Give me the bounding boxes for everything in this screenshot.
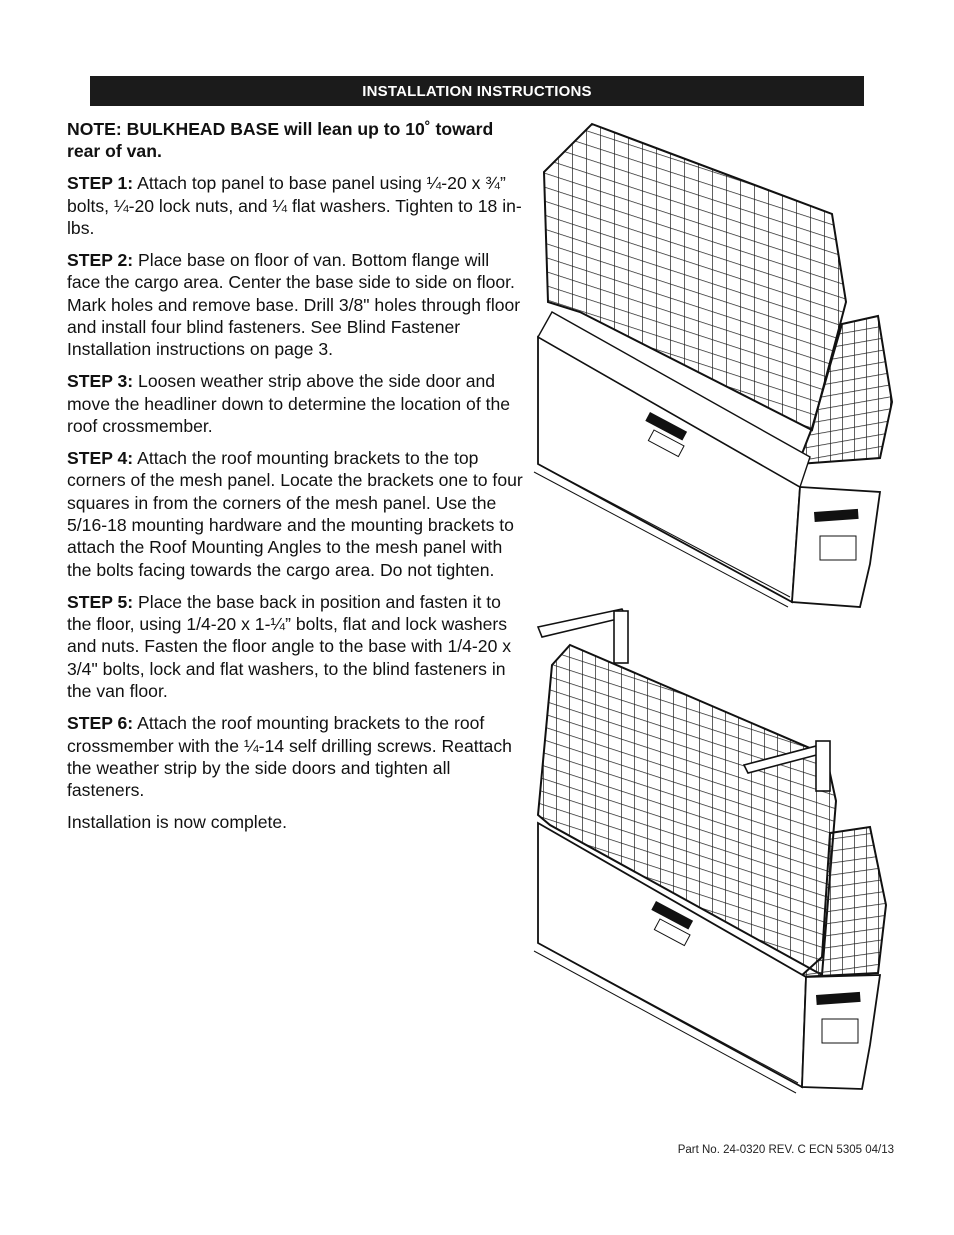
step-3-label: STEP 3:: [67, 371, 134, 392]
bulkhead-exploded-figure: [530, 112, 900, 612]
step-3-text: Loosen weather strip above the side door and move the headliner down to determine the location of the roof crossmember.: [67, 371, 511, 437]
step-6-label: STEP 6:: [67, 713, 134, 734]
step-2-label: STEP 2:: [67, 249, 134, 270]
base-side-panel: [802, 975, 880, 1089]
step-1: [67, 172, 527, 239]
step-4-text: Attach the roof mounting brackets to the top corners of the mesh panel. Locate the brackets one to four squares in from the corners of the mesh panel. Use the 5/16-18 mounting hardware and the mounting brackets to attach the Roof Mounting Angles to the mesh panel with the bolts facing towards the cargo area. Do not tighten.: [67, 447, 523, 580]
step-2-text: Place base on floor of van. Bottom flange will face the cargo area. Center the base side to side on floor. Mark holes and remove base. Drill 3/8" holes through floor and install four blind fasteners. See Blind Fastener Installation instructions on page 3.: [67, 249, 521, 360]
instructions-column: [67, 118, 527, 843]
step-2: [67, 249, 527, 361]
step-6: [67, 712, 527, 802]
step-4: [67, 447, 527, 581]
step-5-label: STEP 5:: [67, 591, 134, 612]
completion-text: Installation is now complete.: [67, 812, 288, 833]
step-3: [67, 370, 527, 437]
step-6-text: Attach the roof mounting brackets to the roof crossmember with the ¼-14 self drilling screws. Reattach the weather strip by the side doors and tighten all fasteners.: [67, 713, 512, 801]
note-text: NOTE: BULKHEAD BASE will lean up to 10˚ toward rear of van.: [67, 119, 494, 162]
base-side-panel: [792, 487, 880, 607]
bulkhead-assembled-figure: [530, 605, 900, 1095]
step-4-label: STEP 4:: [67, 447, 134, 468]
step-1-label: STEP 1:: [67, 173, 134, 194]
step-5-text: Place the base back in position and fasten it to the floor, using 1/4-20 x 1-¼” bolts, flat and lock washers and nuts. Fasten the floor angle to the base with 1/4-20 x 3/4" bolts, lock and flat washers, to the blind fasteners in the van floor.: [67, 591, 512, 702]
part-number-footer: Part No. 24-0320 REV. C ECN 5305 04/13: [677, 1144, 894, 1156]
step-5: [67, 591, 527, 703]
step-1-text: Attach top panel to base panel using ¼-20 x ¾” bolts, ¼-20 lock nuts, and ¼ flat washers. Tighten to 18 in-lbs.: [67, 173, 522, 239]
roof-bracket-left: [538, 609, 626, 637]
section-header: INSTALLATION INSTRUCTIONS: [90, 76, 864, 106]
